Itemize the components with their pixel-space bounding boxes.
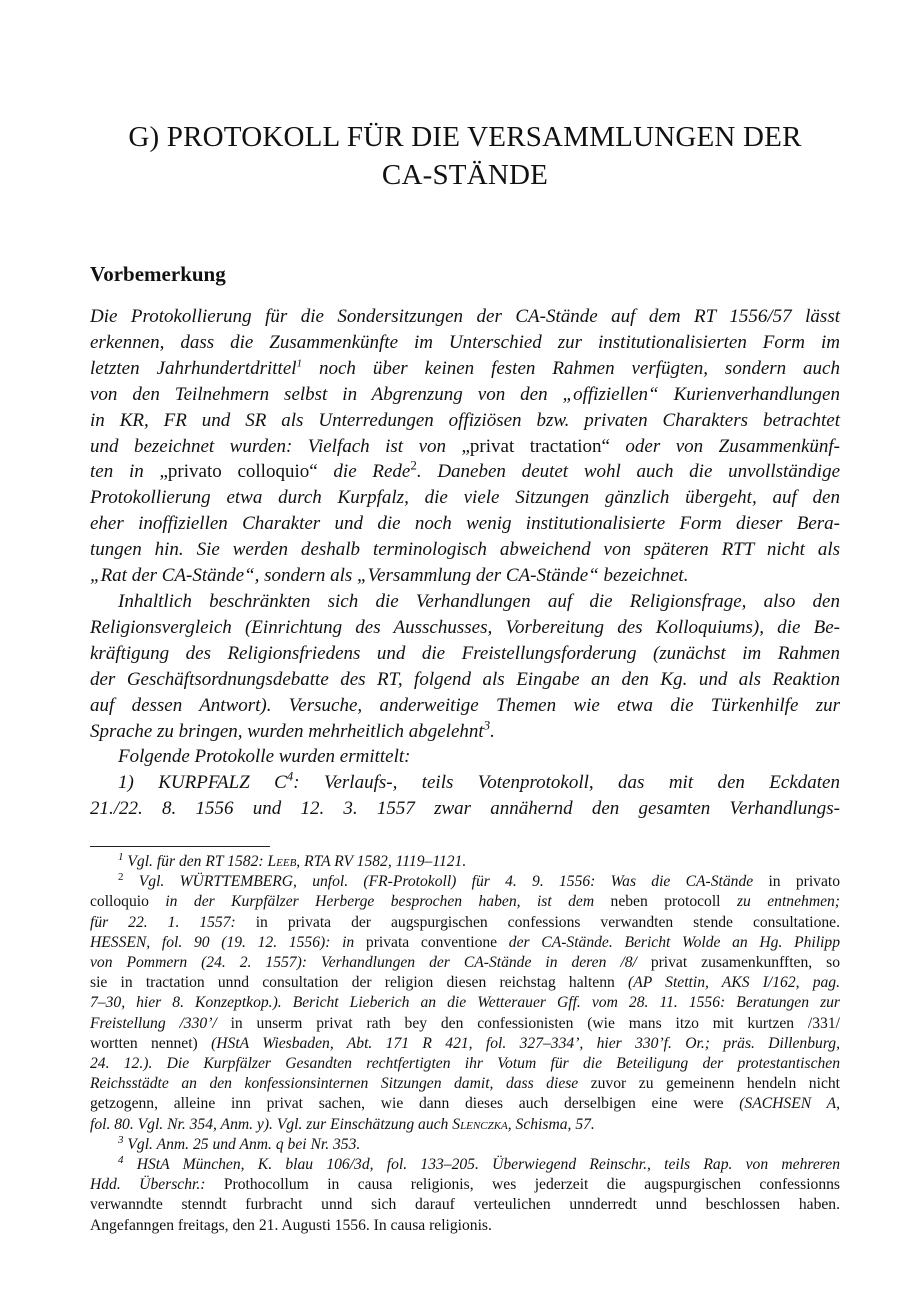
body-line: kräftigung des Religionsfriedens und die Freistellungsforderung (zunächst im Rahmen (90, 642, 840, 664)
footnote-line: getzogenn, alleine inn privat sachen, wie dann dieses auch derselbigen eine were (SACHSEN A, (90, 1095, 841, 1113)
body-line: „Rat der CA-Stände“, sondern als „Versammlung der CA-Stände“ bezeichnet. (90, 565, 689, 587)
footnote-line: colloquio in der Kurpfälzer Herberge besprochen haben, ist dem neben protocoll zu entnehmen; (90, 893, 840, 911)
footnote-line: Freistellung /330’/ in unserm privat rath bey den confessionisten (wie mans itzo mit kurtzen /331/ (90, 1014, 840, 1032)
body-line: Sprache zu bringen, wurden mehrheitlich abgelehnt$^3$. (90, 717, 495, 742)
footnote-ref: 3 (483, 717, 491, 733)
body-line: 21./22. 8. 1556 und 12. 3. 1557 zwar annähernd den gesamten Verhandlungs- (90, 798, 840, 820)
footnote-line: wortten nennet) (HStA Wiesbaden, Abt. 171 R 421, fol. 327–334’, hier 330’f. Or.; präs. Dillenburg, (90, 1034, 841, 1052)
body-line: 1) KURPFALZ $C^4$: Verlaufs-, teils Votenprotokoll, das mit den Eckdaten (118, 768, 840, 794)
body-line: Die Protokollierung für die Sondersitzungen der CA-Stände auf dem RT 1556/57 lässt (90, 306, 840, 327)
body-line: auf dessen Antwort). Versuche, anderweitige Themen wie etwa die Türkenhilfe zur (90, 694, 840, 716)
body-line: letzten Jahrhundertdrittel$^1$ noch über keinen festen Rahmen verfügten, sondern auch (90, 357, 840, 379)
footnote-ref: 4 (286, 768, 294, 784)
body-line: in KR, FR und SR als Unterredungen offiziösen bzw. privaten Charakters betrachtet (90, 409, 840, 431)
body-text (90, 304, 840, 822)
footnote-line: fol. 80. Vgl. Nr. 354, Anm. y). Vgl. zur Einschätzung auch Slenczka, Schisma, 57. (90, 1115, 595, 1133)
page-title (90, 118, 840, 194)
footnote-line: von Pommern (24. 2. 1557): Verhandlungen der CA-Stände in deren /8/ privat zusamenkunfften, so (90, 954, 840, 972)
section-heading: Vorbemerkung (90, 262, 226, 286)
body-line: der Geschäftsordnungsdebatte des RT, folgend als Eingabe an den Kg. und als Reaktion (90, 668, 840, 690)
footnotes (90, 852, 840, 1236)
title-line-2: CA-STÄNDE (381, 159, 549, 191)
body-line: tungen hin. Sie werden deshalb terminologisch abweichend von späteren RTT nicht als (90, 539, 840, 561)
footnote-line: verwanndte stenndt furbracht unnd sich darauf verteulichen unnderredt unnd beschlossen haben. (90, 1196, 840, 1214)
body-line: und bezeichnet wurden: Vielfach ist von „privat tractation“ oder von Zusammenkünf- (90, 435, 841, 457)
footnote-1: $^1$ Vgl. für den RT 1582: Leeb, RTA RV 1582, 1119–1121. (118, 850, 467, 870)
footnote-line: 7–30, hier 8. Konzeptkop.). Bericht Lieberich an die Wetterauer Gff. vom 28. 11. 1556: Beratungen zur (90, 994, 840, 1012)
footnote-ref: 1 (296, 357, 303, 370)
footnote-divider (90, 846, 270, 847)
footnote-4: $^4$ HStA München, K. blau 106/3d, fol. 133–205. Überwiegend Reinschr., teils Rap. von mehreren (118, 1153, 840, 1174)
footnote-line: sie in tractation unnd consultation der religion diesen reichstag haltenn (AP Stettin, AKS I/162, pag. (90, 974, 840, 992)
body-line: erkennen, dass die Zusammenkünfte im Unterschied zur institutionalisierten Form im (90, 331, 840, 353)
body-line: Protokollierung etwa durch Kurpfalz, die viele Sitzungen gänzlich übergeht, auf den (90, 487, 840, 509)
body-line: Inhaltlich beschränkten sich die Verhandlungen auf die Religionsfrage, also den (118, 590, 840, 612)
body-line: Folgende Protokolle wurden ermittelt: (118, 746, 411, 768)
body-line: eher inoffiziellen Charakter und die noch wenig institutionalisierte Form dieser Bera- (90, 513, 840, 535)
body-line: Religionsvergleich (Einrichtung des Ausschusses, Vorbereitung des Kolloquiums), die Be- (90, 616, 840, 638)
footnote-ref: 2 (410, 458, 417, 474)
title-line-1: G) PROTOKOLL FÜR DIE VERSAMMLUNGEN DER (128, 121, 802, 153)
footnote-line: für 22. 1. 1557: in privata der augspurgischen confessions verwandten stende consultatione. (90, 913, 841, 931)
footnote-line: Reichsstädte an den konfessionsinternen Sitzungen damit, dass diese zuvor zu gemeinenn hendeln nicht (90, 1075, 840, 1093)
footnote-3: $^3$ Vgl. Anm. 25 und Anm. q bei Nr. 353. (118, 1133, 361, 1153)
footnote-line: Angefanngen freitags, den 21. Augusti 1556. In causa religionis. (90, 1216, 492, 1234)
footnote-2: $^2$ Vgl. WÜRTTEMBERG, unfol. (FR-Protokoll) für 4. 9. 1556: Was die CA-Stände in privato (118, 871, 840, 891)
body-line: von den Teilnehmern selbst in Abgrenzung von den „offiziellen“ Kurienverhandlungen (90, 383, 840, 405)
footnote-line: Hdd. Überschr.: Prothocollum in causa religionis, wes jederzeit die augspurgischen confessionns (90, 1176, 840, 1194)
footnote-line: 24. 12.). Die Kurpfälzer Gesandten rechtfertigten ihr Votum für die Beteiligung der protestantischen (90, 1055, 840, 1073)
footnote-line: HESSEN, fol. 90 (19. 12. 1556): in privata conventione der CA-Stände. Bericht Wolde an Hg. Philipp (90, 933, 840, 951)
body-line: ten in „privato colloquio“ die Rede$^2$. Daneben deutet wohl auch die unvollständige (90, 458, 841, 483)
